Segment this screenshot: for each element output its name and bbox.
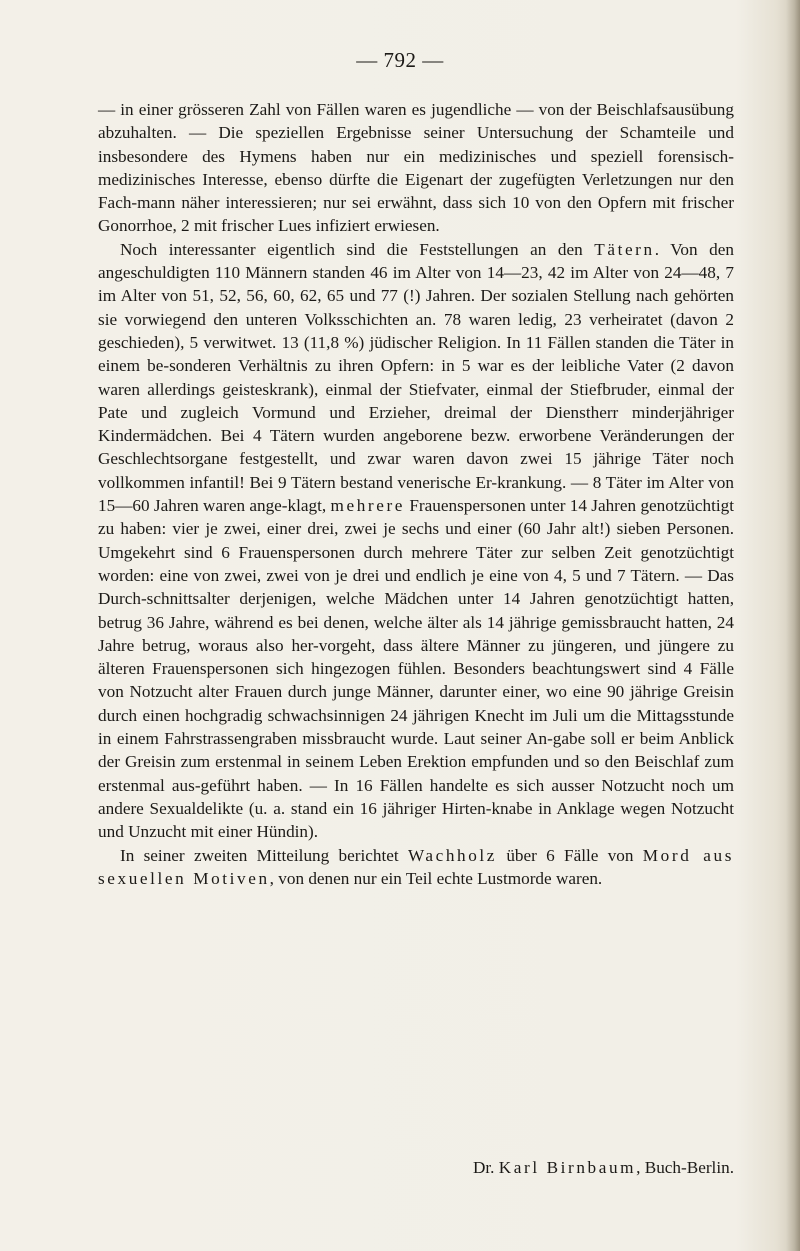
emphasis-wachholz: Wachholz bbox=[407, 845, 498, 865]
page-edge-shadow bbox=[786, 0, 800, 1251]
paragraph-3 bbox=[98, 844, 734, 891]
paragraph-2-text-a: Noch interessanter eigentlich sind die Feststellungen an den bbox=[120, 239, 595, 259]
page-number: — 792 — bbox=[356, 48, 444, 72]
emphasis-mehrere: mehrere bbox=[330, 496, 406, 516]
signature-prefix: Dr. bbox=[472, 1158, 499, 1177]
emphasis-mord-motive: Mord aus sexuellen Motiven bbox=[98, 845, 734, 888]
emphasis-taetern: Tätern bbox=[594, 239, 655, 259]
paragraph-3-text-b: über 6 Fälle von bbox=[497, 845, 643, 865]
body-text bbox=[98, 98, 734, 890]
paragraph-2 bbox=[98, 238, 734, 844]
paragraph-3-text-a: In seiner zweiten Mitteilung berichtet bbox=[120, 845, 408, 865]
paragraph-2-text-b: . Von den angeschuldigten 110 Männern standen 46 im Alter von 14—23, 42 im Alter von 24—48, 7 im Alter von 51, 52, 56, 60, 62, 65 und 77 (!) Jahren. Der sozialen Stellung nach gehörten sie vorwiegend den unteren Volksschichten an. 78 waren ledig, 23 verheiratet (davon 2 geschieden), 5 verwitwet. 13 (11,8 %) jüdischer Religion. In 11 Fällen standen die Täter in einem be-sonderen Verhältnis zu ihren Opfern: in 5 war es der leibliche Vater (2 davon waren allerdings geisteskrank), einmal der Stiefvater, einmal der Stiefbruder, einmal der Pate und zugleich Vormund und Erzieher, dreimal der Dienstherr minderjähriger Kindermädchen. Bei 4 Tätern wurden angeborene bezw. erworbene Veränderungen der Geschlechtsorgane festgestellt, und zwar waren davon zwei 15 jährige Täter noch vollkommen infantil! Bei 9 Tätern bestand venerische Er-krankung. — 8 Täter im Alter von 15—60 Jahren waren ange-klagt, bbox=[98, 239, 734, 516]
paragraph-2-text-c: Frauenspersonen unter 14 Jahren genotzüchtigt zu haben: vier je zwei, einer drei, zwei je sechs und einer (60 Jahr alt!) sieben Personen. Umgekehrt sind 6 Frauenspersonen durch mehrere Täter zur selben Zeit genotzüchtigt worden: eine von zwei, zwei von je drei und endlich je eine von 4, 5 und 7 Tätern. — Das Durch-schnittsalter derjenigen, welche Mädchen unter 14 Jahren genotzüchtigt hatten, betrug 36 Jahre, während es bei denen, welche älter als 14 jährige gemissbraucht hatten, 24 Jahre betrug, woraus also her-vorgeht, dass ältere Männer zu jüngeren, und jüngere zu älteren Frauenspersonen sich hingezogen fühlen. Besonders beachtungswert sind 4 Fälle von Notzucht alter Frauen durch junge Männer, darunter einer, wo eine 90 jährige Greisin durch einen hochgradig schwachsinnigen 24 jährigen Knecht im Juli um die Mittagsstunde in einem Fahrstrassengraben missbraucht wurde. Laut seiner An-gabe soll er beim Anblick der Greisin zum erstenmal in seinem Leben Erektion empfunden und so den Beischlaf zum erstenmal aus-geführt haben. — In 16 Fällen handelte es sich ausser Notzucht noch um andere Sexualdelikte (u. a. stand ein 16 jähriger Hirten-knabe in Anklage wegen Notzucht und Unzucht mit einer Hündin). bbox=[98, 496, 734, 842]
signature-name: Karl Birnbaum bbox=[498, 1158, 637, 1177]
paragraph-1 bbox=[98, 98, 734, 238]
paragraph-3-text-c: , von denen nur ein Teil echte Lustmorde waren. bbox=[269, 868, 603, 888]
signature-suffix: , Buch-Berlin. bbox=[636, 1158, 734, 1177]
paragraph-1-text: — in einer grösseren Zahl von Fällen waren es jugendliche — von der Beischlafsausübung abzuhalten. — Die speziellen Ergebnisse seiner Untersuchung der Schamteile und insbesondere des Hymens haben nur ein medizinisches und speziell forensisch-medizinisches Interesse, ebenso dürfte die Eigenart der zugefügten Verletzungen nur den Fach-mann näher interessieren; nur sei erwähnt, dass sich 10 von den Opfern mit frischer Gonorrhoe, 2 mit frischer Lues infiziert erwiesen. bbox=[98, 100, 734, 236]
author-signature bbox=[98, 1156, 734, 1179]
